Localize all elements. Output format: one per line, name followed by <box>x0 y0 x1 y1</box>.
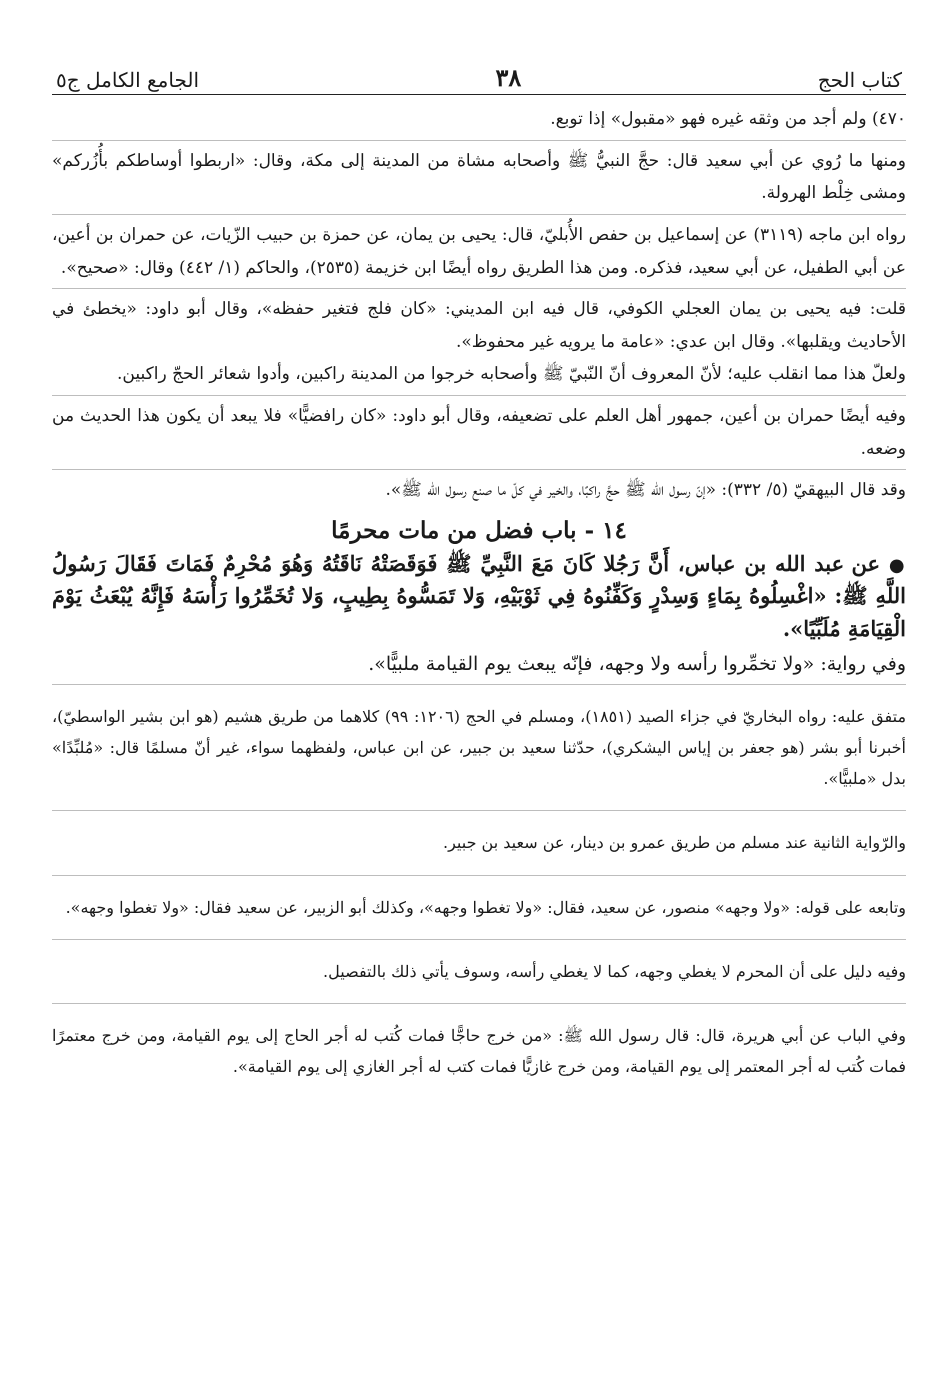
hadith-body: عن عبد الله بن عباس، أَنَّ رَجُلا كَانَ مَعَ النَّبِيِّ ﷺ فَوَقَصَتْهُ نَاقَتُهُ وَهُوَ مُحْرِمٌ فَمَاتَ فَقَالَ رَسُولُ اللَّهِ ﷺ: «اغْسِلُوهُ بِمَاءٍ وَسِدْرٍ وَكَفِّنُوهُ فِي ثَوْبَيْهِ، وَلا تَمَسُّوهُ بِطِيبٍ، وَلا تُخَمِّرُوا رَأْسَهُ فَإِنَّهُ يُبْعَثُ يَوْمَ الْقِيَامَةِ مُلَبِّيًا». <box>52 550 906 641</box>
divider <box>52 140 906 141</box>
hadith-text <box>52 548 906 646</box>
paragraph-7: وقد قال البيهقيّ (٥/ ٣٣٢): «إنّ رسول الله ﷺ حجَّ راكبًا، والخير في كلّ ما صنع رسول الله ﷺ». <box>385 480 906 501</box>
paragraph-1: ٤٧٠) ولم أجد من وثقه غيره فهو «مقبول» إذا توبع. <box>550 109 906 129</box>
paragraph-2: ومنها ما رُوي عن أبي سعيد قال: حجَّ النبيُّ ﷺ وأصحابه مشاة من المدينة إلى مكة، وقال: «اربطوا أوساطكم بأُزُركم» ومشى خِلْط الهرولة. <box>52 150 906 204</box>
document-page <box>52 52 906 1098</box>
riwaya-line: وفي رواية: «ولا تخمِّروا رأسه ولا وجهه، فإنّه يبعث يوم القيامة ملبيًّا». <box>368 652 906 675</box>
commentary-3: وتابعه على قوله: «ولا وجهه» منصور، عن سعيد، فقال: «ولا تغطوا وجهه»، وكذلك أبو الزبير، عن سعيد فقال: «ولا تغطوا وجهه». <box>65 897 906 917</box>
paragraph-5: ولعلّ هذا مما انقلب عليه؛ لأنّ المعروف أنّ النّبيّ ﷺ وأصحابه خرجوا من المدينة راكبين، وأدوا شعائر الحجّ راكبين. <box>117 364 906 385</box>
book-title: كتاب الحج <box>817 68 902 92</box>
divider <box>52 939 906 940</box>
divider <box>52 469 906 470</box>
commentary-1: متفق عليه: رواه البخاريّ في جزاء الصيد (١٨٥١)، ومسلم في الحج (١٢٠٦: ٩٩) كلاهما من طريق هشيم (هو ابن بشير الواسطيّ)، أخبرنا أبو بشر (هو جعفر بن إياس اليشكري)، حدّثنا سعيد بن جبير، عن ابن عباس، ولفظهما سواء، غير أنّ مسلمًا قال: «مُلبِّدًا» بدل «ملبيًّا». <box>52 706 907 789</box>
paragraph-6: وفيه أيضًا حمران بن أعين، جمهور أهل العلم على تضعيفه، وقال أبو داود: «كان رافضيًّا» فلا يبعد أن يكون هذا الحديث من وضعه. <box>52 406 906 459</box>
page-number: ٣٨ <box>495 63 522 92</box>
commentary-4: وفيه دليل على أن المحرم لا يغطي وجهه، كما لا يغطي رأسه، وسوف يأتي ذلك بالتفصيل. <box>323 961 906 981</box>
divider <box>52 1003 906 1004</box>
paragraph-4: قلت: فيه يحيى بن يمان العجلي الكوفي، قال فيه ابن المديني: «كان فلج فتغير حفظه»، وقال أبو داود: «يخطئ في الأحاديث ويقلبها». وقال ابن عدي: «عامة ما يرويه غير محفوظ». <box>52 299 906 352</box>
divider <box>52 810 906 811</box>
commentary-5: وفي الباب عن أبي هريرة، قال: قال رسول الله ﷺ: «من خرج حاجًّا فمات كُتب له أجر الحاج إلى يوم القيامة، ومن خرج معتمرًا فمات كُتب له أجر المعتمر إلى يوم القيامة، ومن خرج غازيًّا فمات كتب له أجر الغازي إلى يوم القيامة». <box>52 1025 906 1077</box>
top-section <box>52 103 906 507</box>
commentary-2: والرّواية الثانية عند مسلم من طريق عمرو بن دينار، عن سعيد بن جبير. <box>443 833 906 853</box>
chapter-heading: ١٤ - باب فضل من مات محرمًا <box>331 516 627 544</box>
bullet-icon: ● <box>888 554 907 576</box>
page-header <box>52 52 906 95</box>
volume-title: الجامع الكامل ج٥ <box>56 68 200 92</box>
divider <box>52 288 906 289</box>
divider <box>52 214 906 215</box>
divider <box>52 875 906 876</box>
commentary-section <box>52 684 906 1083</box>
divider <box>52 684 906 685</box>
divider <box>52 395 906 396</box>
paragraph-3: رواه ابن ماجه (٣١١٩) عن إسماعيل بن حفص الأُبليّ، قال: يحيى بن يمان، عن حمزة بن حبيب الزّيات، عن حمران بن أعين، عن أبي الطفيل، عن أبي سعيد، فذكره. ومن هذا الطريق رواه أيضًا ابن خزيمة (٢٥٣٥)، والحاكم (١/ ٤٤٢) وقال: «صحيح». <box>52 224 906 278</box>
